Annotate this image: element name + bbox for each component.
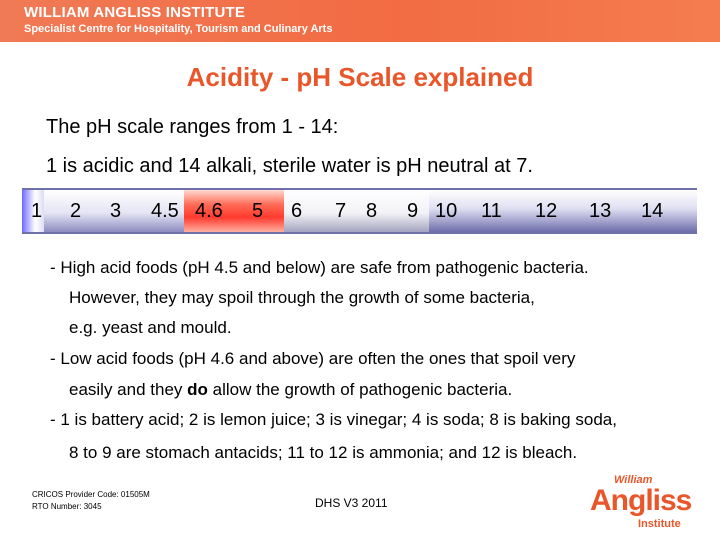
header-banner bbox=[0, 0, 720, 42]
footer-version: DHS V3 2011 bbox=[315, 496, 388, 510]
ph-tick-6: 6 bbox=[291, 200, 303, 222]
footer-provider-info bbox=[32, 489, 150, 513]
bullet-high-acid: - High acid foods (pH 4.5 and below) are safe from pathogenic bacteria. bbox=[50, 258, 589, 277]
bullet-low-acid-emphasis: do bbox=[187, 380, 208, 399]
ph-tick-14: 14 bbox=[641, 200, 664, 222]
ph-tick-11: 11 bbox=[481, 200, 502, 222]
bullet-low-acid-cont-post: allow the growth of pathogenic bacteria. bbox=[207, 380, 513, 399]
intro-line-1: The pH scale ranges from 1 - 14: bbox=[46, 116, 339, 138]
ph-tick-9: 9 bbox=[407, 200, 419, 222]
cricos-code: CRICOS Provider Code: 01505M bbox=[32, 490, 150, 499]
ph-tick-13: 13 bbox=[589, 200, 612, 222]
rto-number: RTO Number: 3045 bbox=[32, 502, 102, 511]
ph-tick-4-5: 4.5 bbox=[151, 200, 179, 222]
ph-tick-10: 10 bbox=[435, 200, 458, 222]
ph-tick-7: 7 bbox=[335, 200, 347, 222]
logo-william: William bbox=[614, 474, 653, 486]
ph-tick-12: 12 bbox=[535, 200, 558, 222]
bullet-high-acid-cont-1: However, they may spoil through the growth of some bacteria, bbox=[69, 288, 535, 307]
intro-line-2: 1 is acidic and 14 alkali, sterile water is pH neutral at 7. bbox=[46, 155, 533, 177]
angliss-logo bbox=[590, 474, 710, 534]
ph-tick-5: 5 bbox=[252, 200, 264, 222]
bullet-low-acid-cont-pre: easily and they bbox=[69, 380, 188, 399]
ph-tick-1: 1 bbox=[31, 200, 43, 222]
bullet-examples-cont: 8 to 9 are stomach antacids; 11 to 12 is ammonia; and 12 is bleach. bbox=[69, 443, 578, 462]
bullet-examples: - 1 is battery acid; 2 is lemon juice; 3 is vinegar; 4 is soda; 8 is baking soda, bbox=[50, 410, 617, 429]
logo-angliss: Angliss bbox=[590, 484, 692, 517]
bullet-low-acid: - Low acid foods (pH 4.6 and above) are often the ones that spoil very bbox=[50, 349, 576, 368]
bullet-low-acid-cont bbox=[69, 380, 512, 400]
ph-tick-3: 3 bbox=[110, 200, 122, 222]
institute-name: WILLIAM ANGLISS INSTITUTE bbox=[24, 4, 246, 21]
bullet-high-acid-cont-2: e.g. yeast and mould. bbox=[69, 318, 232, 337]
ph-tick-4-6: 4.6 bbox=[195, 200, 223, 222]
institute-tagline: Specialist Centre for Hospitality, Tourism and Culinary Arts bbox=[24, 23, 333, 35]
slide-title: Acidity - pH Scale explained bbox=[186, 62, 534, 92]
ph-tick-8: 8 bbox=[366, 200, 378, 222]
ph-tick-2: 2 bbox=[70, 200, 82, 222]
logo-institute: Institute bbox=[638, 518, 681, 530]
